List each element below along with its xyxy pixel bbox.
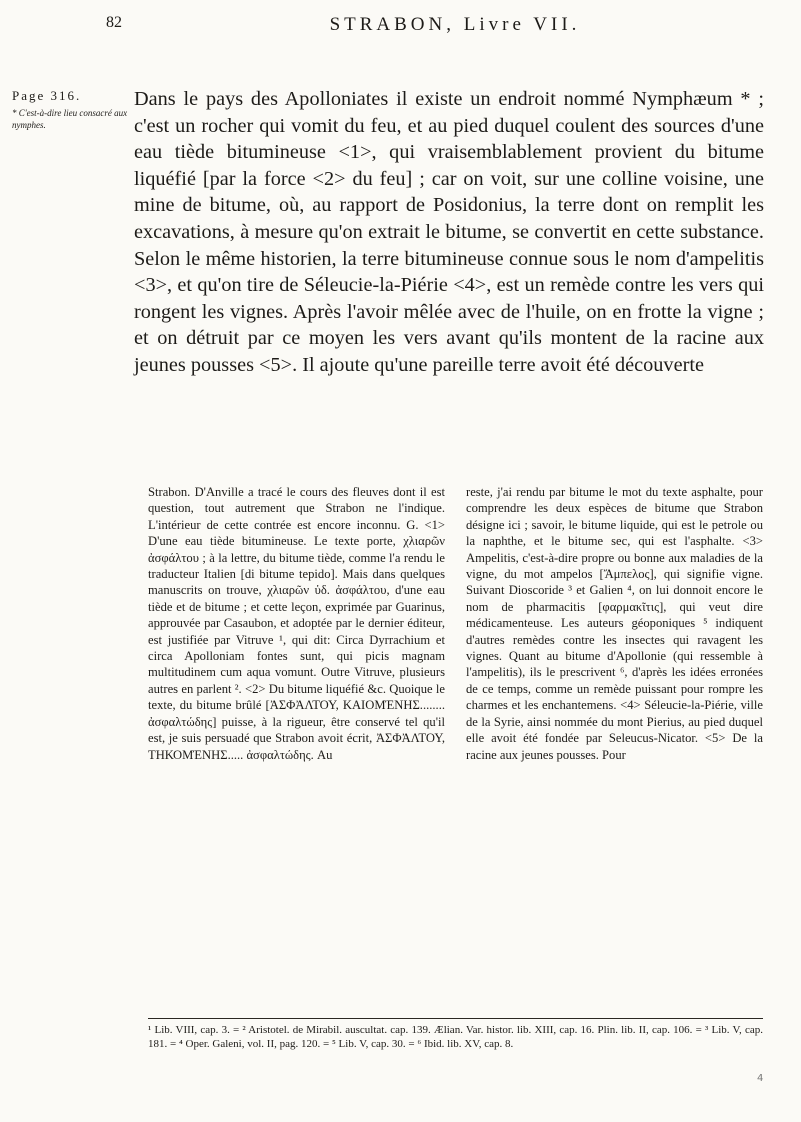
pencil-mark: 4 xyxy=(757,1073,764,1084)
main-text xyxy=(134,86,764,379)
page-number: 82 xyxy=(106,14,122,31)
footnote-text: ¹ Lib. VIII, cap. 3. = ² Aristotel. de Mirabil. auscultat. cap. 139. Ælian. Var. histor. lib. XIII, cap. 16. Plin. lib. II, cap. 106. = ³ Lib. V, cap. 181. = ⁴ Oper. Galeni, vol. II, pag. 120. = ⁵ Lib. V, cap. 30. = ⁶ Ibid. lib. XV, cap. 8. xyxy=(148,1024,763,1051)
margin-page-reference: Page 316. xyxy=(12,88,82,103)
commentary-right-text: reste, j'ai rendu par bitume le mot du texte asphalte, pour comprendre les deux espèces de bitume que Strabon désigne ici ; savoir, le bitume liquide, qui est le petrole ou la naphthe, et le bitume sec, qui est l'asphalte. <3> Ampelitis, c'est-à-dire propre ou bonne aux maladies de la vigne, du mot ampelos [Ἄμπελος], qui signifie vigne. Suivant Dioscoride ³ et Galien ⁴, on lui donnoit encore le nom de pharmacitis [φαρμακῖτις], qui veut dire médicamenteuse. Les auteurs géoponiques ⁵ indiquent d'autres remèdes contre les insectes qui ravagent les vignes. Quant au bitume d'Apollonie (qui ressemble à l'ampelitis), ils le prescrivent ⁶, d'après les idées erronées de ce temps, comme un remède puissant pour rompre les charmes et les enchantemens. <4> Séleucie-la-Piérie, ville de la Syrie, ainsi nommée du mont Pierius, au pied duquel elle avoit été fondée par Seleucus-Nicator. <5> De la racine aux jeunes pousses. Pour xyxy=(466,485,763,762)
margin-notes xyxy=(12,88,130,131)
margin-footnote: * C'est-à-dire lieu consacré aux nymphes. xyxy=(12,108,128,130)
footnotes xyxy=(148,1018,763,1052)
commentary-left-column xyxy=(148,484,445,763)
commentary-left-text: Strabon. D'Anville a tracé le cours des fleuves dont il est question, tout autrement que Strabon ne l'indique. L'intérieur de cette contrée est encore inconnu. G. <1> D'une eau tiède bitumineuse. Le texte porte, χλιαρῶν ἀσφάλτου ; à la lettre, du bitume tiède, comme l'a rendu le traducteur Italien [di bitume tepido]. Mais dans quelques manuscrits on trouve, χλιαρῶν ὑδ. ἀσφάλτου, d'une eau tiède et de bitume ; et cette leçon, exprimée par Guarinus, approuvée par Casaubon, et adoptée par le dernier éditeur, est justifiée par Vitruve ¹, qui dit: Circa Dyrrachium et circa Apolloniam fontes sunt, qui picis magnam multitudinem cum aqua vomunt. Outre Vitruve, plusieurs autres en parlent ². <2> Du bitume liquéfié &c. Quoique le texte, du bitume brûlé [ἈΣΦἈΛΤΟΥ, ΚΑΙΟΜΈΝΗΣ........ ἀσφαλτώδης] puisse, à la rigueur, être conservé tel qu'il est, je suis persuadé que Strabon avoit écrit, ἈΣΦἈΛΤΟΥ, ΤΗΚΟΜΈΝΗΣ..... ἀσφαλτώδης. Au xyxy=(148,485,445,762)
running-title: STRABON, Livre VII. xyxy=(329,14,581,35)
main-paragraph: Dans le pays des Apolloniates il existe un endroit nommé Nymphæum * ; c'est un rocher qui vomit du feu, et au pied duquel coulent des sources d'une eau tiède bitumineuse <1>, qui vraisemblablement provient du bitume liquéfié [par la force <2> du feu] ; car on voit, sur une colline voisine, une mine de bitume, où, au rapport de Posidonius, la terre dont on remplit les excavations, à mesure qu'on extrait le bitume, se convertit en cette substance. Selon le même historien, la terre bitumineuse connue sous le nom d'ampelitis <3>, et qu'on tire de Séleucie-la-Piérie <4>, est un remède contre les vers qui rongent les vignes. Après l'avoir mêlée avec de l'huile, on en frotte la vigne ; et on détruit par ce moyen les vers avant qu'ils montent de la racine aux jeunes pousses <5>. Il ajoute qu'une pareille terre avoit été découverte xyxy=(134,88,764,376)
running-header xyxy=(106,14,760,36)
commentary-columns xyxy=(148,484,763,763)
commentary-right-column xyxy=(466,484,763,763)
